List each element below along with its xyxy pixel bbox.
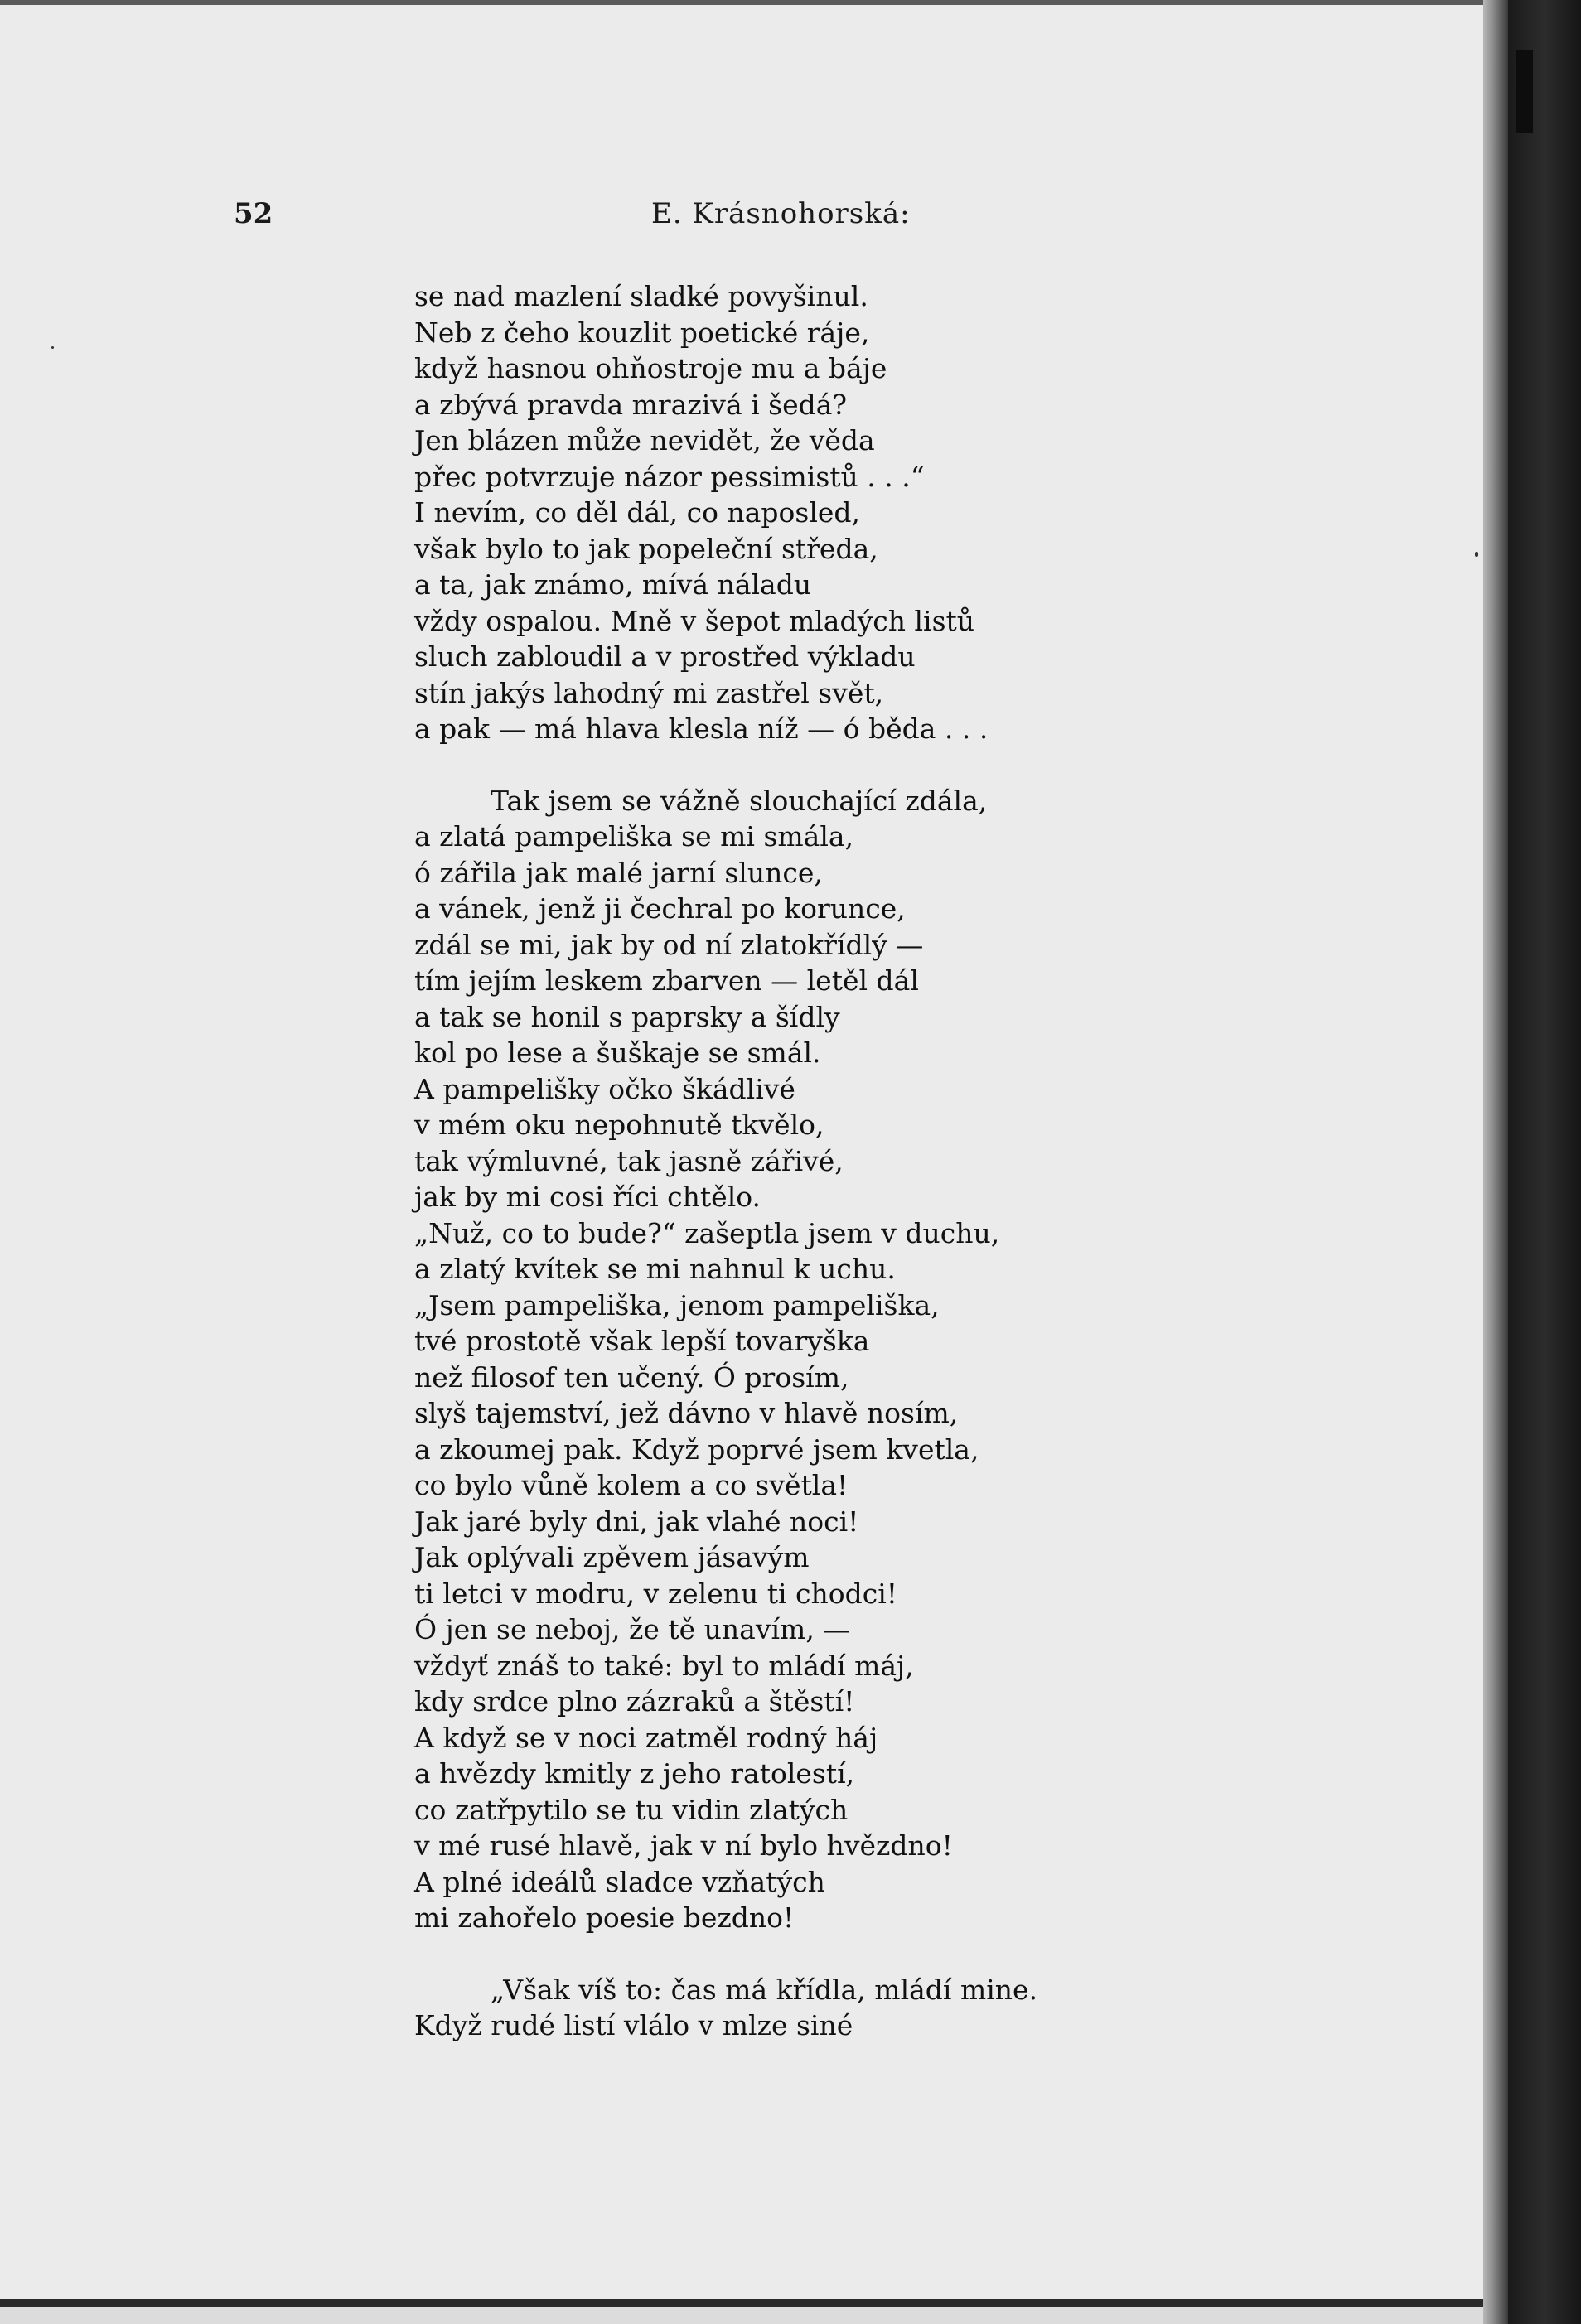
poem-line: Neb z čeho kouzlit poetické ráje,	[414, 316, 870, 349]
poem-line: a pak — má hlava klesla níž — ó běda . . .	[414, 713, 989, 745]
page-header	[0, 197, 1483, 239]
poem-line: stín jakýs lahodný mi zastřel svět,	[414, 676, 884, 709]
poem-line: však bylo to jak popeleční středa,	[414, 532, 878, 565]
poem-line: vždy ospalou. Mně v šepot mladých listů	[414, 604, 975, 637]
poem-line: A pampelišky očko škádlivé	[414, 1072, 795, 1105]
poem-line: jak by mi cosi říci chtělo.	[414, 1181, 761, 1213]
poem-line: co zatřpytilo se tu vidin zlatých	[414, 1793, 849, 1826]
scan-speck	[51, 346, 54, 349]
poem-text	[414, 278, 1409, 2080]
poem-line: kdy srdce plno zázraků a štěstí!	[414, 1685, 855, 1718]
poem-line: a zlatý kvítek se mi nahnul k uchu.	[414, 1253, 896, 1285]
poem-line: se nad mazlení sladké povyšinul.	[414, 280, 868, 312]
poem-line: Jak jaré byly dni, jak vlahé noci!	[414, 1505, 859, 1538]
poem-line: „Však víš to: čas má křídla, mládí mine.	[491, 1973, 1038, 2006]
poem-line: a zkoumej pak. Když poprvé jsem kvetla,	[414, 1433, 979, 1466]
book-binding	[1508, 0, 1581, 2324]
poem-line: Jen blázen může nevidět, že věda	[414, 424, 875, 457]
poem-line: kol po lese a šuškaje se smál.	[414, 1036, 821, 1069]
stanza	[414, 1972, 1409, 2044]
poem-line: když hasnou ohňostroje mu a báje	[414, 352, 887, 384]
poem-line: v mém oku nepohnutě tkvělo,	[414, 1109, 824, 1141]
poem-line: vždyť znáš to také: byl to mládí máj,	[414, 1649, 914, 1682]
poem-line: než filosof ten učený. Ó prosím,	[414, 1360, 849, 1394]
poem-line: přec potvrzuje názor pessimistů . . .“	[414, 460, 925, 493]
poem-line: a zlatá pampeliška se mi smála,	[414, 820, 854, 853]
poem-line: „Nuž, co to bude?“ zašeptla jsem v duchu,	[414, 1216, 1000, 1249]
page-number: 52	[234, 197, 273, 230]
poem-line: sluch zabloudil a v prostřed výkladu	[414, 640, 916, 673]
poem-line: tak výmluvné, tak jasně zářivé,	[414, 1144, 844, 1177]
poem-line: I nevím, co děl dál, co naposled,	[414, 496, 861, 529]
poem-line: a vánek, jenž ji čechral po korunce,	[414, 892, 906, 925]
running-head: E. Krásnohorská:	[651, 197, 911, 230]
poem-line: Ó jen se neboj, že tě unavím, —	[414, 1613, 851, 1645]
scan-speck	[1475, 552, 1478, 557]
stanza	[414, 783, 1409, 1936]
poem-line: Jak oplývali zpěvem jásavým	[414, 1541, 810, 1573]
poem-line: ti letci v modru, v zelenu ti chodci!	[414, 1577, 898, 1610]
poem-line: a ta, jak známo, mívá náladu	[414, 568, 812, 601]
poem-line: Když rudé listí vlálo v mlze siné	[414, 2009, 853, 2041]
poem-line: Tak jsem se vážně slouchající zdála,	[491, 784, 988, 817]
binding-stripe	[1516, 50, 1533, 133]
poem-line: zdál se mi, jak by od ní zlatokřídlý —	[414, 928, 924, 961]
poem-line: „Jsem pampeliška, jenom pampeliška,	[414, 1288, 940, 1321]
poem-line: v mé rusé hlavě, jak v ní bylo hvězdno!	[414, 1829, 953, 1862]
page-edge	[1483, 0, 1508, 2324]
poem-line: tím jejím leskem zbarven — letěl dál	[414, 964, 919, 997]
poem-line: a hvězdy kmitly z jeho ratolestí,	[414, 1757, 855, 1790]
poem-line: mi zahořelo poesie bezdno!	[414, 1901, 795, 1934]
poem-line: A když se v noci zatměl rodný háj	[414, 1721, 878, 1754]
poem-line: a tak se honil s paprsky a šídly	[414, 1000, 840, 1033]
stanza	[414, 278, 1409, 747]
poem-line: ó zářila jak malé jarní slunce,	[414, 856, 823, 889]
poem-line: a zbývá pravda mrazivá i šedá?	[414, 388, 848, 421]
poem-line: co bylo vůně kolem a co světla!	[414, 1469, 849, 1501]
poem-line: tvé prostotě však lepší tovaryška	[414, 1325, 870, 1357]
poem-line: A plné ideálů sladce vzňatých	[414, 1865, 825, 1898]
poem-line: slyš tajemství, jež dávno v hlavě nosím,	[414, 1397, 959, 1429]
